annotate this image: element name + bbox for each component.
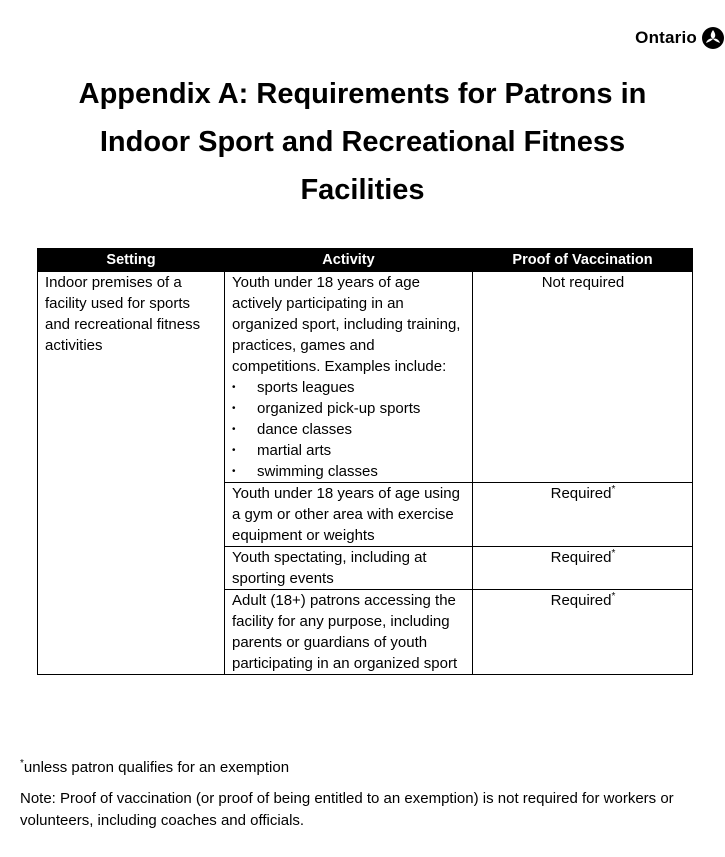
proof-cell	[473, 272, 693, 483]
column-header-proof: Proof of Vaccination	[473, 249, 693, 272]
activity-cell: Youth under 18 years of age using a gym or other area with exercise equipment or weights	[225, 483, 473, 547]
examples-list	[232, 377, 466, 482]
setting-cell: Indoor premises of a facility used for sports and recreational fitness activities	[38, 272, 225, 675]
title-line-1: Appendix A: Requirements for Patrons in	[78, 78, 647, 110]
table-header-row	[38, 249, 693, 272]
proof-value: Required	[550, 592, 612, 609]
list-item: • martial arts	[232, 440, 466, 461]
list-item: • dance classes	[232, 419, 466, 440]
column-header-setting: Setting	[38, 249, 225, 272]
ontario-logo	[635, 26, 725, 50]
column-header-activity: Activity	[225, 249, 473, 272]
proof-value: Not required	[541, 274, 625, 291]
logo-text: Ontario	[635, 28, 697, 47]
trillium-logo-icon	[701, 26, 725, 50]
list-item: • organized pick-up sports	[232, 398, 466, 419]
title-line-2: Indoor Sport and Recreational Fitness	[99, 126, 626, 158]
proof-value: Required	[550, 485, 612, 502]
proof-value: Required	[550, 549, 612, 566]
asterisk-mark: *	[611, 484, 616, 495]
note-paragraph: Note: Proof of vaccination (or proof of being entitled to an exemption) is not required for workers or volunteers, including coaches and officials.	[20, 790, 674, 829]
list-item: • swimming classes	[232, 461, 466, 482]
footnote-text: unless patron qualifies for an exemption	[23, 759, 290, 776]
asterisk-mark: *	[611, 548, 616, 559]
activity-cell	[225, 272, 473, 483]
activity-text: Youth under 18 years of age actively participating in an organized sport, including training, practices, games and competitions. Examples include:	[232, 274, 461, 375]
proof-cell	[473, 547, 693, 590]
table-row	[38, 272, 693, 483]
proof-cell	[473, 483, 693, 547]
requirements-table	[37, 248, 693, 675]
activity-cell: Youth spectating, including at sporting events	[225, 547, 473, 590]
proof-cell	[473, 590, 693, 675]
activity-cell: Adult (18+) patrons accessing the facility for any purpose, including parents or guardians of youth participating in an organized sport	[225, 590, 473, 675]
footnote-mark: *	[20, 758, 24, 769]
list-item: • sports leagues	[232, 377, 466, 398]
footnote	[20, 759, 289, 776]
page-title	[0, 70, 725, 214]
asterisk-mark: *	[611, 591, 616, 602]
title-line-3: Facilities	[300, 174, 425, 206]
